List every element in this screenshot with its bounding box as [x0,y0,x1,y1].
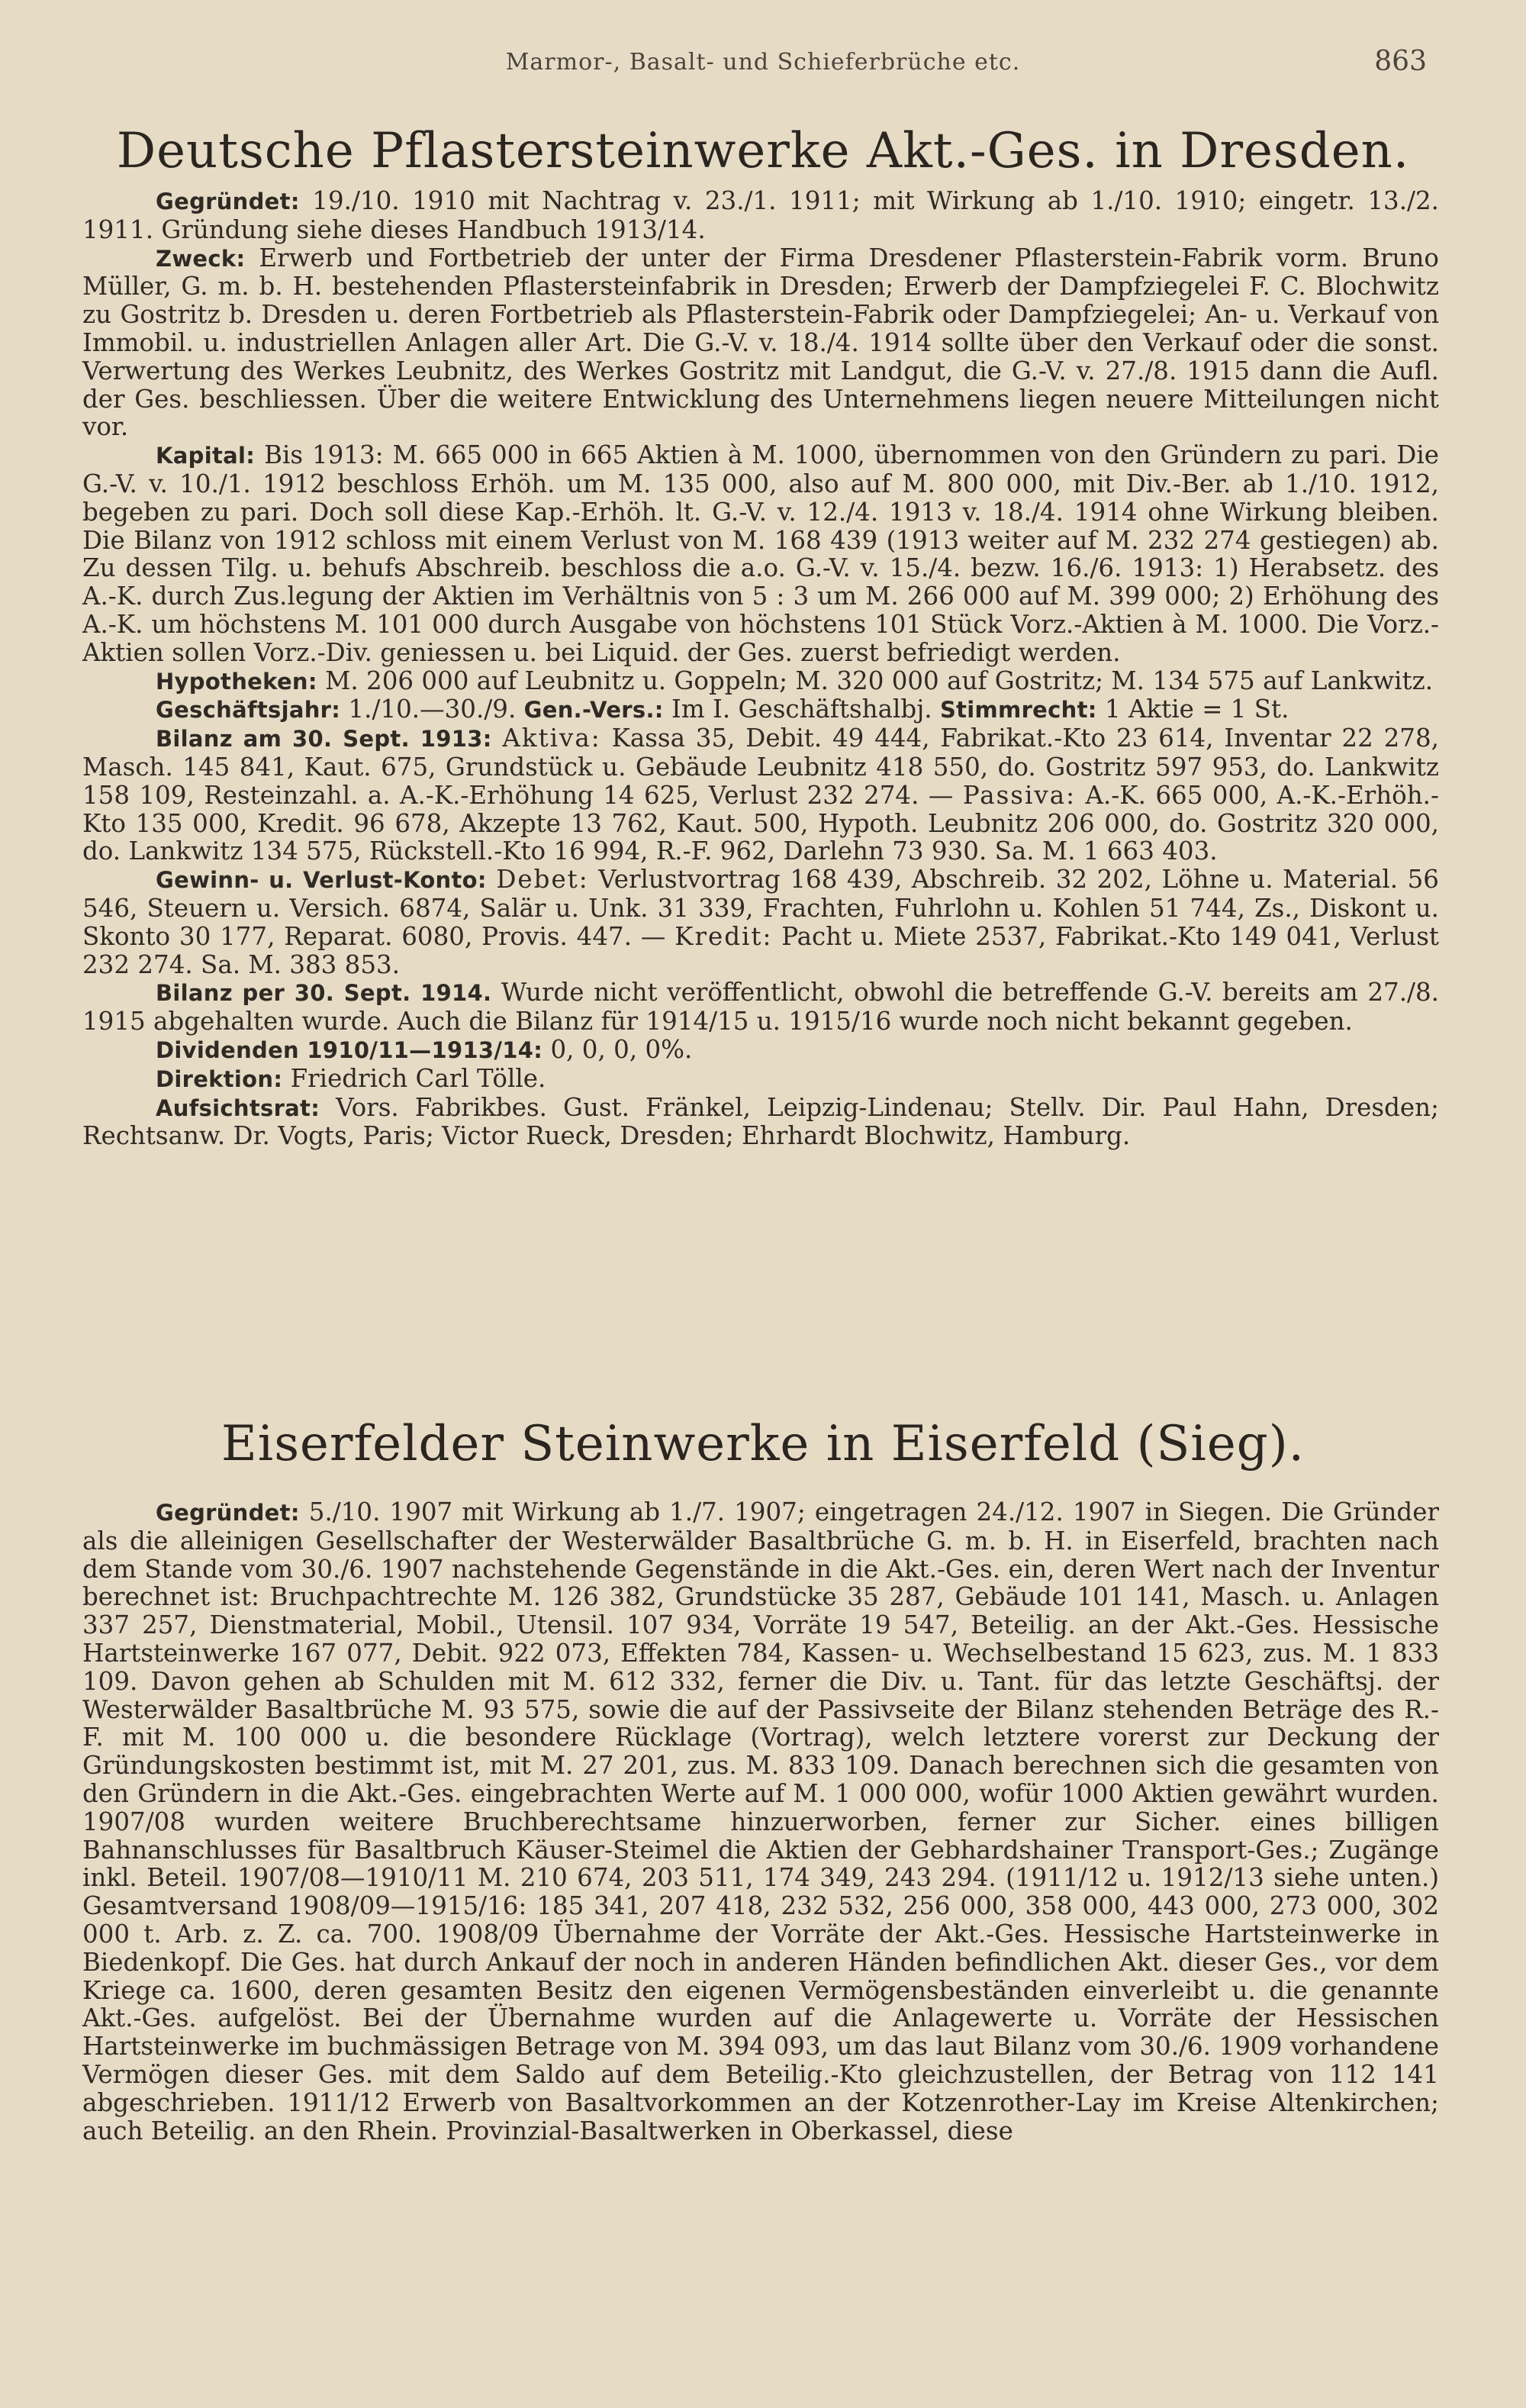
text-aufsichtsrat: Vors. Fabrikbes. Gust. Fränkel, Leipzig-Lindenau; Stellv. Dir. Paul Hahn, Dresden; Rechtsanw. Dr. Vogts, Paris; Victor Rueck, Dresden; Ehrhardt Blochwitz, Hamburg. [82,1092,1439,1151]
entry-hypotheken [82,667,1439,696]
text-stimmrecht: 1 Aktie = 1 St. [1105,695,1289,724]
label-kredit: Kredit: [674,921,773,951]
entry-gewinn-verlust [82,866,1439,978]
text-gegruendet: 19./10. 1910 mit Nachtrag v. 23./1. 1911; mit Wirkung ab 1./10. 1910; eingetr. 13./2. 1911. Gründung siehe dieses Handbuch 1913/14. [82,186,1439,244]
label-aktiva: Aktiva: [502,724,601,753]
entry-bilanz-1914 [82,978,1439,1036]
text-geschaeftsjahr: 1./10.—30./9. [348,695,517,724]
label-gegruendet: Gegründet: [156,1500,300,1526]
label-gewinn-verlust: Gewinn- u. Verlust-Konto: [156,867,487,894]
entry-bilanz-1913: Bilanz am 30. Sept. 1913: Aktiva: Kassa 35, Debit. 49 444, Fabrikat.-Kto 23 614, Inventar 22 278, Masch. 145 841, Kaut. 675, Grundstück u. Gebäude Leubnitz 418 550, do. Gostritz 597 953, do. Lankwitz 158 109, Resteinzahl. a. A.-K.-Erhöhung 14 625, Verlust 232 274. — Passiva: A.-K. 665 000, A.-K.-Erhöh.-Kto 135 000, Kredit. 96 678, Akzepte 13 762, Kaut. 500, Hypoth. Leubnitz 206 000, do. Gostritz 320 000, do. Lankwitz 134 575, Rückstell.-Kto 16 994, R.-F. 962, Darlehn 73 930. Sa. M. 1 663 403. [82,724,1439,866]
text-gegruendet: 5./10. 1907 mit Wirkung ab 1./7. 1907; eingetragen 24./12. 1907 in Siegen. Die Gründer als die alleinigen Gesellschafter der Westerwälder Basaltbrüche G. m. b. H. in Eiserfeld, brachten nach dem Stande vom 30./6. 1907 nachstehende Gegenstände in die Akt.-Ges. ein, deren Wert nach der Inventur berechnet ist: Bruchpachtrechte M. 126 382, Grundstücke 35 287, Gebäude 101 141, Masch. u. Anlagen 337 257, Dienstmaterial, Mobil., Utensil. 107 934, Vorräte 19 547, Beteilig. an der Akt.-Ges. Hessische Hartsteinwerke 167 077, Debit. 922 073, Effekten 784, Kassen- u. Wechselbestand 15 623, zus. M. 1 833 109. Davon gehen ab Schulden mit M. 612 332, ferner die Div. u. Tant. für das letzte Geschäftsj. der Westerwälder Basaltbrüche M. 93 575, sowie die auf der Passivseite der Bilanz stehenden Beträge des R.-F. mit M. 100 000 u. die besondere Rücklage (Vortrag), welch letztere vorerst zur Deckung der Gründungskosten bestimmt ist, mit M. 27 201, zus. M. 833 109. Danach berechnen sich die gesamten von den Gründern in die Akt.-Ges. eingebrachten Werte auf M. 1 000 000, wofür 1000 Aktien gewährt wurden. 1907/08 wurden weitere Bruchberechtsame hinzuerworben, ferner zur Sicher. eines billigen Bahnanschlusses für Basaltbruch Käuser-Steimel die Aktien der Gebhardshainer Transport-Ges.; Zugänge inkl. Beteil. 1907/08—1910/11 M. 210 674, 203 511, 174 349, 243 294. (1911/12 u. 1912/13 siehe unten.) Gesamtversand 1908/09—1915/16: 185 341, 207 418, 232 532, 256 000, 358 000, 443 000, 273 000, 302 000 t. Arb. z. Z. ca. 700. 1908/09 Übernahme der Vorräte der Akt.-Ges. Hessische Hartsteinwerke in Biedenkopf. Die Ges. hat durch Ankauf der noch in anderen Händen befindlichen Akt. dieser Ges., vor dem Kriege ca. 1600, deren gesamten Besitz den eigenen Vermögensbeständen einverleibt u. die genannte Akt.-Ges. aufgelöst. Bei der Übernahme wurden auf die Anlagewerte u. Vorräte der Hessischen Hartsteinwerke im buchmässigen Betrage von M. 394 093, um das laut Bilanz vom 30./6. 1909 vorhandene Vermögen dieser Ges. mit dem Saldo auf dem Beteilig.-Kto gleichzustellen, der Betrag von 112 141 abgeschrieben. 1911/12 Erwerb von Basaltvorkommen an der Kotzenrother-Lay im Kreise Altenkirchen; auch Beteilig. an den Rhein. Provinzial-Basaltwerken in Oberkassel, diese [82,1497,1439,2145]
entry-zweck [82,244,1439,442]
label-zweck: Zweck: [156,245,246,272]
label-passiva: Passiva: [962,780,1077,810]
text-debet: Verlustvortrag 168 439, Abschreib. 32 202, Löhne u. Material. 56 546, Steuern u. Versich. 6874, Salär u. Unk. 31 339, Frachten, Fuhrlohn u. Kohlen 51 744, Zs., Diskont u. Skonto 30 177, Reparat. 6080, Provis. 447. — [82,865,1439,951]
text-aktiva: Kassa 35, Debit. 49 444, Fabrikat.-Kto 23 614, Inventar 22 278, Masch. 145 841, Kaut. 675, Grundstück u. Gebäude Leubnitz 418 550, do. Gostritz 597 953, do. Lankwitz 158 109, Resteinzahl. a. A.-K.-Erhöhung 14 625, Verlust 232 274. [82,724,1439,810]
text-direktion: Friedrich Carl Tölle. [290,1063,546,1093]
text-hypotheken: M. 206 000 auf Leubnitz u. Goppeln; M. 320 000 auf Gostritz; M. 134 575 auf Lankwitz. [325,666,1434,695]
text-zweck: Erwerb und Fortbetrieb der unter der Firma Dresdener Pflasterstein-Fabrik vorm. Bruno Müller, G. m. b. H. bestehenden Pflastersteinfabrik in Dresden; Erwerb der Dampfziegelei F. C. Blochwitz zu Gostritz b. Dresden u. deren Fortbetrieb als Pflasterstein-Fabrik oder Dampfziegelei; An- u. Verkauf von Immobil. u. industriellen Anlagen aller Art. Die G.-V. v. 18./4. 1914 sollte über den Verkauf oder die sonst. Verwertung des Werkes Leubnitz, des Werkes Gostritz mit Landgut, die G.-V. v. 27./8. 1915 dann die Aufl. der Ges. beschliessen. Über die weitere Entwicklung des Unternehmens liegen neuere Mitteilungen nicht vor. [82,243,1439,442]
entry-aufsichtsrat [82,1094,1439,1151]
label-gen-vers: Gen.-Vers.: [523,697,664,724]
label-dividenden: Dividenden 1910/11—1913/14: [156,1036,543,1063]
entry-direktion [82,1065,1439,1094]
label-geschaeftsjahr: Geschäftsjahr: [156,697,341,724]
section-body [82,187,1439,1150]
section-body [82,1498,1439,2145]
label-aufsichtsrat: Aufsichtsrat: [156,1094,320,1121]
section-title: Deutsche Pflastersteinwerke Akt.-Ges. in Dresden. [116,123,1410,179]
text-gen-vers: Im I. Geschäftshalbj. [671,695,932,724]
running-header [0,44,1526,82]
label-kapital: Kapital: [156,443,256,469]
text-bilanz-1914: Wurde nicht veröffentlicht, obwohl die betreffende G.-V. bereits am 27./8. 1915 abgehalten wurde. Auch die Bilanz für 1914/15 u. 1915/16 wurde noch nicht bekannt gegeben. [82,978,1439,1036]
entry-gegruendet [82,187,1439,244]
section-title: Eiserfelder Steinwerke in Eiserfeld (Sieg). [221,1416,1305,1472]
text-kredit: Pacht u. Miete 2537, Fabrikat.-Kto 149 041, Verlust 232 274. Sa. M. 383 853. [82,921,1439,979]
text-kapital: Bis 1913: M. 665 000 in 665 Aktien à M. 1000, übernommen von den Gründern zu pari. Die G.-V. v. 10./1. 1912 beschloss Erhöh. um M. 135 000, also auf M. 800 000, mit Div.-Ber. ab 1./10. 1912, begeben zu pari. Doch soll diese Kap.-Erhöh. lt. G.-V. v. 12./4. 1913 v. 18./4. 1914 ohne Wirkung bleiben. Die Bilanz von 1912 schloss mit einem Verlust von M. 168 439 (1913 weiter auf M. 232 274 gestiegen) ab. Zu dessen Tilg. u. behufs Abschreib. beschloss die a.o. G.-V. v. 15./4. bezw. 16./6. 1913: 1) Herabsetz. des A.-K. durch Zus.legung der Aktien im Verhältnis von 5 : 3 um M. 266 000 auf M. 399 000; 2) Erhöhung des A.-K. um höchstens M. 101 000 durch Ausgabe von höchstens 101 Stück Vorz.-Aktien à M. 1000. Die Vorz.-Aktien sollen Vorz.-Div. geniessen u. bei Liquid. der Ges. zuerst befriedigt werden. [82,440,1439,667]
entry-dividenden [82,1036,1439,1065]
label-stimmrecht: Stimmrecht: [939,697,1097,724]
entry-geschaeftsjahr [82,695,1439,724]
label-gegruendet: Gegründet: [156,189,300,214]
label-debet: Debet: [496,865,589,895]
label-bilanz-1913: Bilanz am 30. Sept. 1913: [156,726,492,753]
label-bilanz-1914: Bilanz per 30. Sept. 1914. [156,980,492,1007]
label-hypotheken: Hypotheken: [156,668,317,695]
page-number: 863 [1374,46,1427,77]
running-title: Marmor-, Basalt- und Schieferbrüche etc. [505,49,1021,76]
label-direktion: Direktion: [156,1065,283,1092]
text-passiva: A.-K. 665 000, A.-K.-Erhöh.-Kto 135 000, Kredit. 96 678, Akzepte 13 762, Kaut. 500, Hypoth. Leubnitz 206 000, do. Gostritz 320 000, do. Lankwitz 134 575, Rückstell.-Kto 16 994, R.-F. 962, Darlehn 73 930. Sa. M. 1 663 403. [82,780,1439,866]
entry-gegruendet [82,1498,1439,2145]
entry-kapital [82,441,1439,666]
text-dividenden: 0, 0, 0, 0%. [550,1034,693,1064]
